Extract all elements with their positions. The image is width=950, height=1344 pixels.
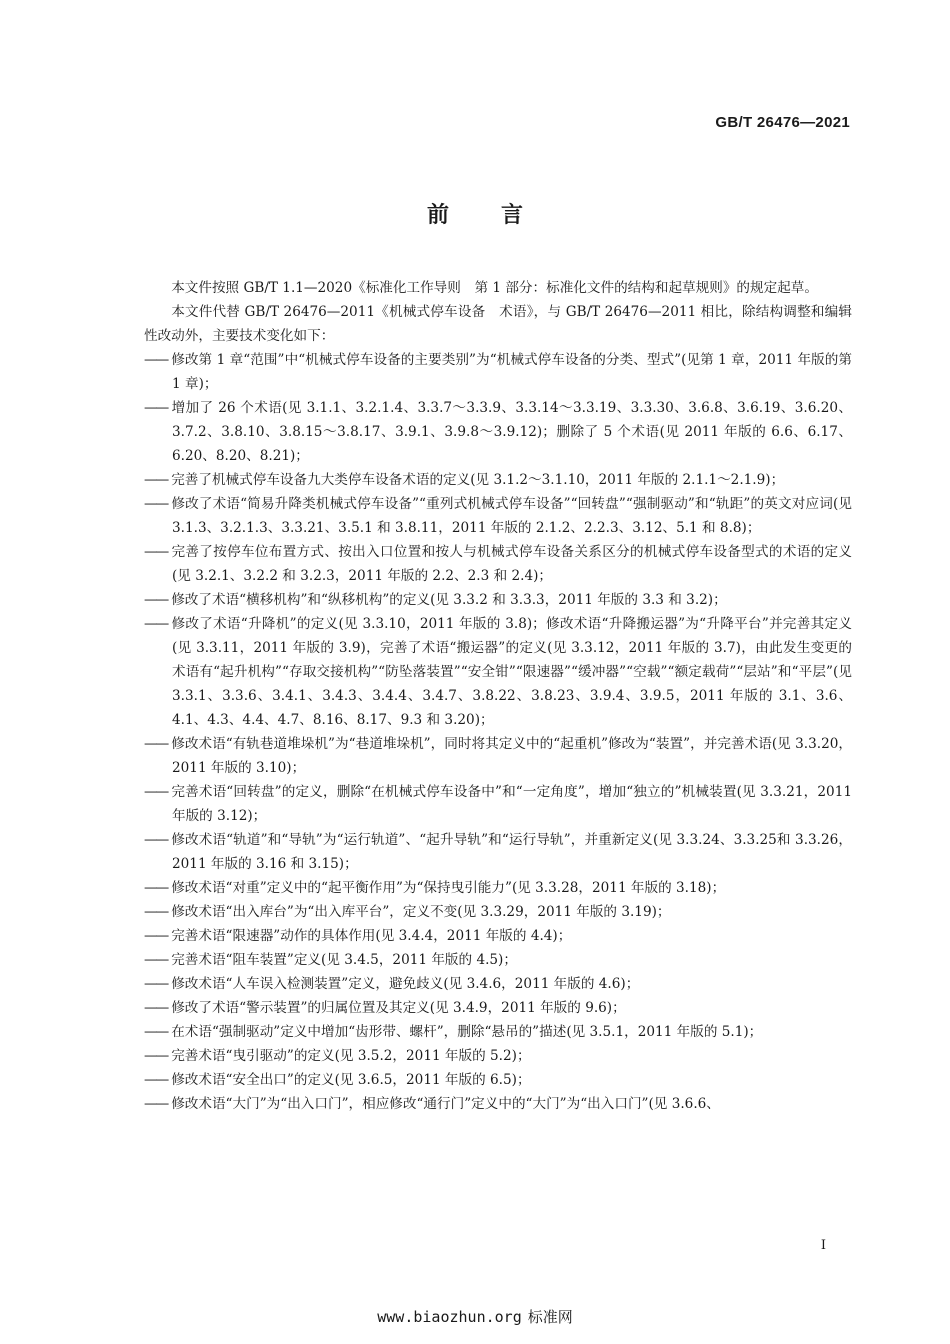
footer-watermark [0,1306,950,1327]
title-char-1: 前 [426,203,449,228]
change-item: —— 修改术语“对重”定义中的“起平衡作用”为“保持曳引能力”(见 3.3.28，2011 年版的 3.18)； [144,876,852,900]
footer-url[interactable]: www.biaozhun.org [377,1308,522,1326]
change-item: —— 修改术语“人车误入检测装置”定义，避免歧义(见 3.4.6，2011 年版的 4.6)； [144,972,852,996]
change-item: —— 修改术语“安全出口”的定义(见 3.6.5，2011 年版的 6.5)； [144,1068,852,1092]
document-body [144,276,852,1116]
change-item: —— 修改术语“出入库台”为“出入库平台”，定义不变(见 3.3.29，2011 年版的 3.19)； [144,900,852,924]
change-item: —— 修改了术语“警示装置”的归属位置及其定义(见 3.4.9，2011 年版的 9.6)； [144,996,852,1020]
change-item: —— 修改第 1 章“范围”中“机械式停车设备的主要类别”为“机械式停车设备的分类、型式”(见第 1 章，2011 年版的第 1 章)； [144,348,852,396]
standard-code: GB/T 26476—2021 [715,114,850,131]
change-item: —— 修改了术语“简易升降类机械式停车设备”“重列式机械式停车设备”“回转盘”“强制驱动”和“轨距”的英文对应词(见 3.1.3、3.2.1.3、3.3.21、3.5.1 和 3.8.11，2011 年版的 2.1.2、2.2.3、3.12、5.1 和 8.8)； [144,492,852,540]
change-item: —— 修改了术语“横移机构”和“纵移机构”的定义(见 3.3.2 和 3.3.3，2011 年版的 3.3 和 3.2)； [144,588,852,612]
change-item: —— 完善术语“回转盘”的定义，删除“在机械式停车设备中”和“一定角度”，增加“独立的”机械装置(见 3.3.21，2011 年版的 3.12)； [144,780,852,828]
change-item: —— 完善了按停车位布置方式、按出入口位置和按人与机械式停车设备关系区分的机械式停车设备型式的术语的定义(见 3.2.1、3.2.2 和 3.2.3，2011 年版的 2.2、2.3 和 2.4)； [144,540,852,588]
change-item: —— 修改了术语“升降机”的定义(见 3.3.10，2011 年版的 3.8)；修改术语“升降搬运器”为“升降平台”并完善其定义(见 3.3.11，2011 年版的 3.9)，完善了术语“搬运器”的定义(见 3.3.12，2011 年版的 3.7)，由此发生变更的术语有“起升机构”“存取交接机构”“防坠落装置”“安全钳”“限速器”“缓冲器”“空载”“额定载荷”“层站”和“平层”(见 3.3.1、3.3.6、3.4.1、3.4.3、3.4.4、3.4.7、3.8.22、3.8.23、3.9.4、3.9.5，2011 年版的 3.1、3.6、4.1、4.3、4.4、4.7、8.16、8.17、9.3 和 3.20)； [144,612,852,732]
change-list [144,348,852,1116]
page-number: I [820,1238,826,1253]
page-title [0,198,950,229]
intro-paragraph: 本文件按照 GB/T 1.1—2020《标准化工作导则 第 1 部分：标准化文件的结构和起草规则》的规定起草。 [171,280,818,296]
change-item: —— 在术语“强制驱动”定义中增加“齿形带、螺杆”，删除“悬吊的”描述(见 3.5.1，2011 年版的 5.1)； [144,1020,852,1044]
change-item: —— 修改术语“轨道”和“导轨”为“运行轨道”、“起升导轨”和“运行导轨”，并重新定义(见 3.3.24、3.3.25和 3.3.26，2011 年版的 3.16 和 3.15)； [144,828,852,876]
intro-paragraph: 本文件代替 GB/T 26476—2011《机械式停车设备 术语》，与 GB/T 26476—2011 相比，除结构调整和编辑性改动外，主要技术变化如下： [144,304,852,344]
change-item: —— 完善术语“曳引驱动”的定义(见 3.5.2，2011 年版的 5.2)； [144,1044,852,1068]
change-item: —— 完善了机械式停车设备九大类停车设备术语的定义(见 3.1.2～3.1.10，2011 年版的 2.1.1～2.1.9)； [144,468,852,492]
change-item: —— 增加了 26 个术语(见 3.1.1、3.2.1.4、3.3.7～3.3.9、3.3.14～3.3.19、3.3.30、3.6.8、3.6.19、3.6.20、3.7.2、3.8.10、3.8.15～3.8.17、3.9.1、3.9.8～3.9.12)；删除了 5 个术语(见 2011 年版的 6.6、6.17、6.20、8.20、8.21)； [144,396,852,468]
footer-site-name: 标准网 [527,1308,573,1326]
change-item: —— 完善术语“限速器”动作的具体作用(见 3.4.4，2011 年版的 4.4)； [144,924,852,948]
change-item: —— 修改术语“大门”为“出入口门”，相应修改“通行门”定义中的“大门”为“出入口门”(见 3.6.6、 [144,1092,852,1116]
change-item: —— 完善术语“阻车装置”定义(见 3.4.5，2011 年版的 4.5)； [144,948,852,972]
title-char-2: 言 [501,203,524,228]
change-item: —— 修改术语“有轨巷道堆垛机”为“巷道堆垛机”，同时将其定义中的“起重机”修改为“装置”，并完善术语(见 3.3.20，2011 年版的 3.10)； [144,732,852,780]
